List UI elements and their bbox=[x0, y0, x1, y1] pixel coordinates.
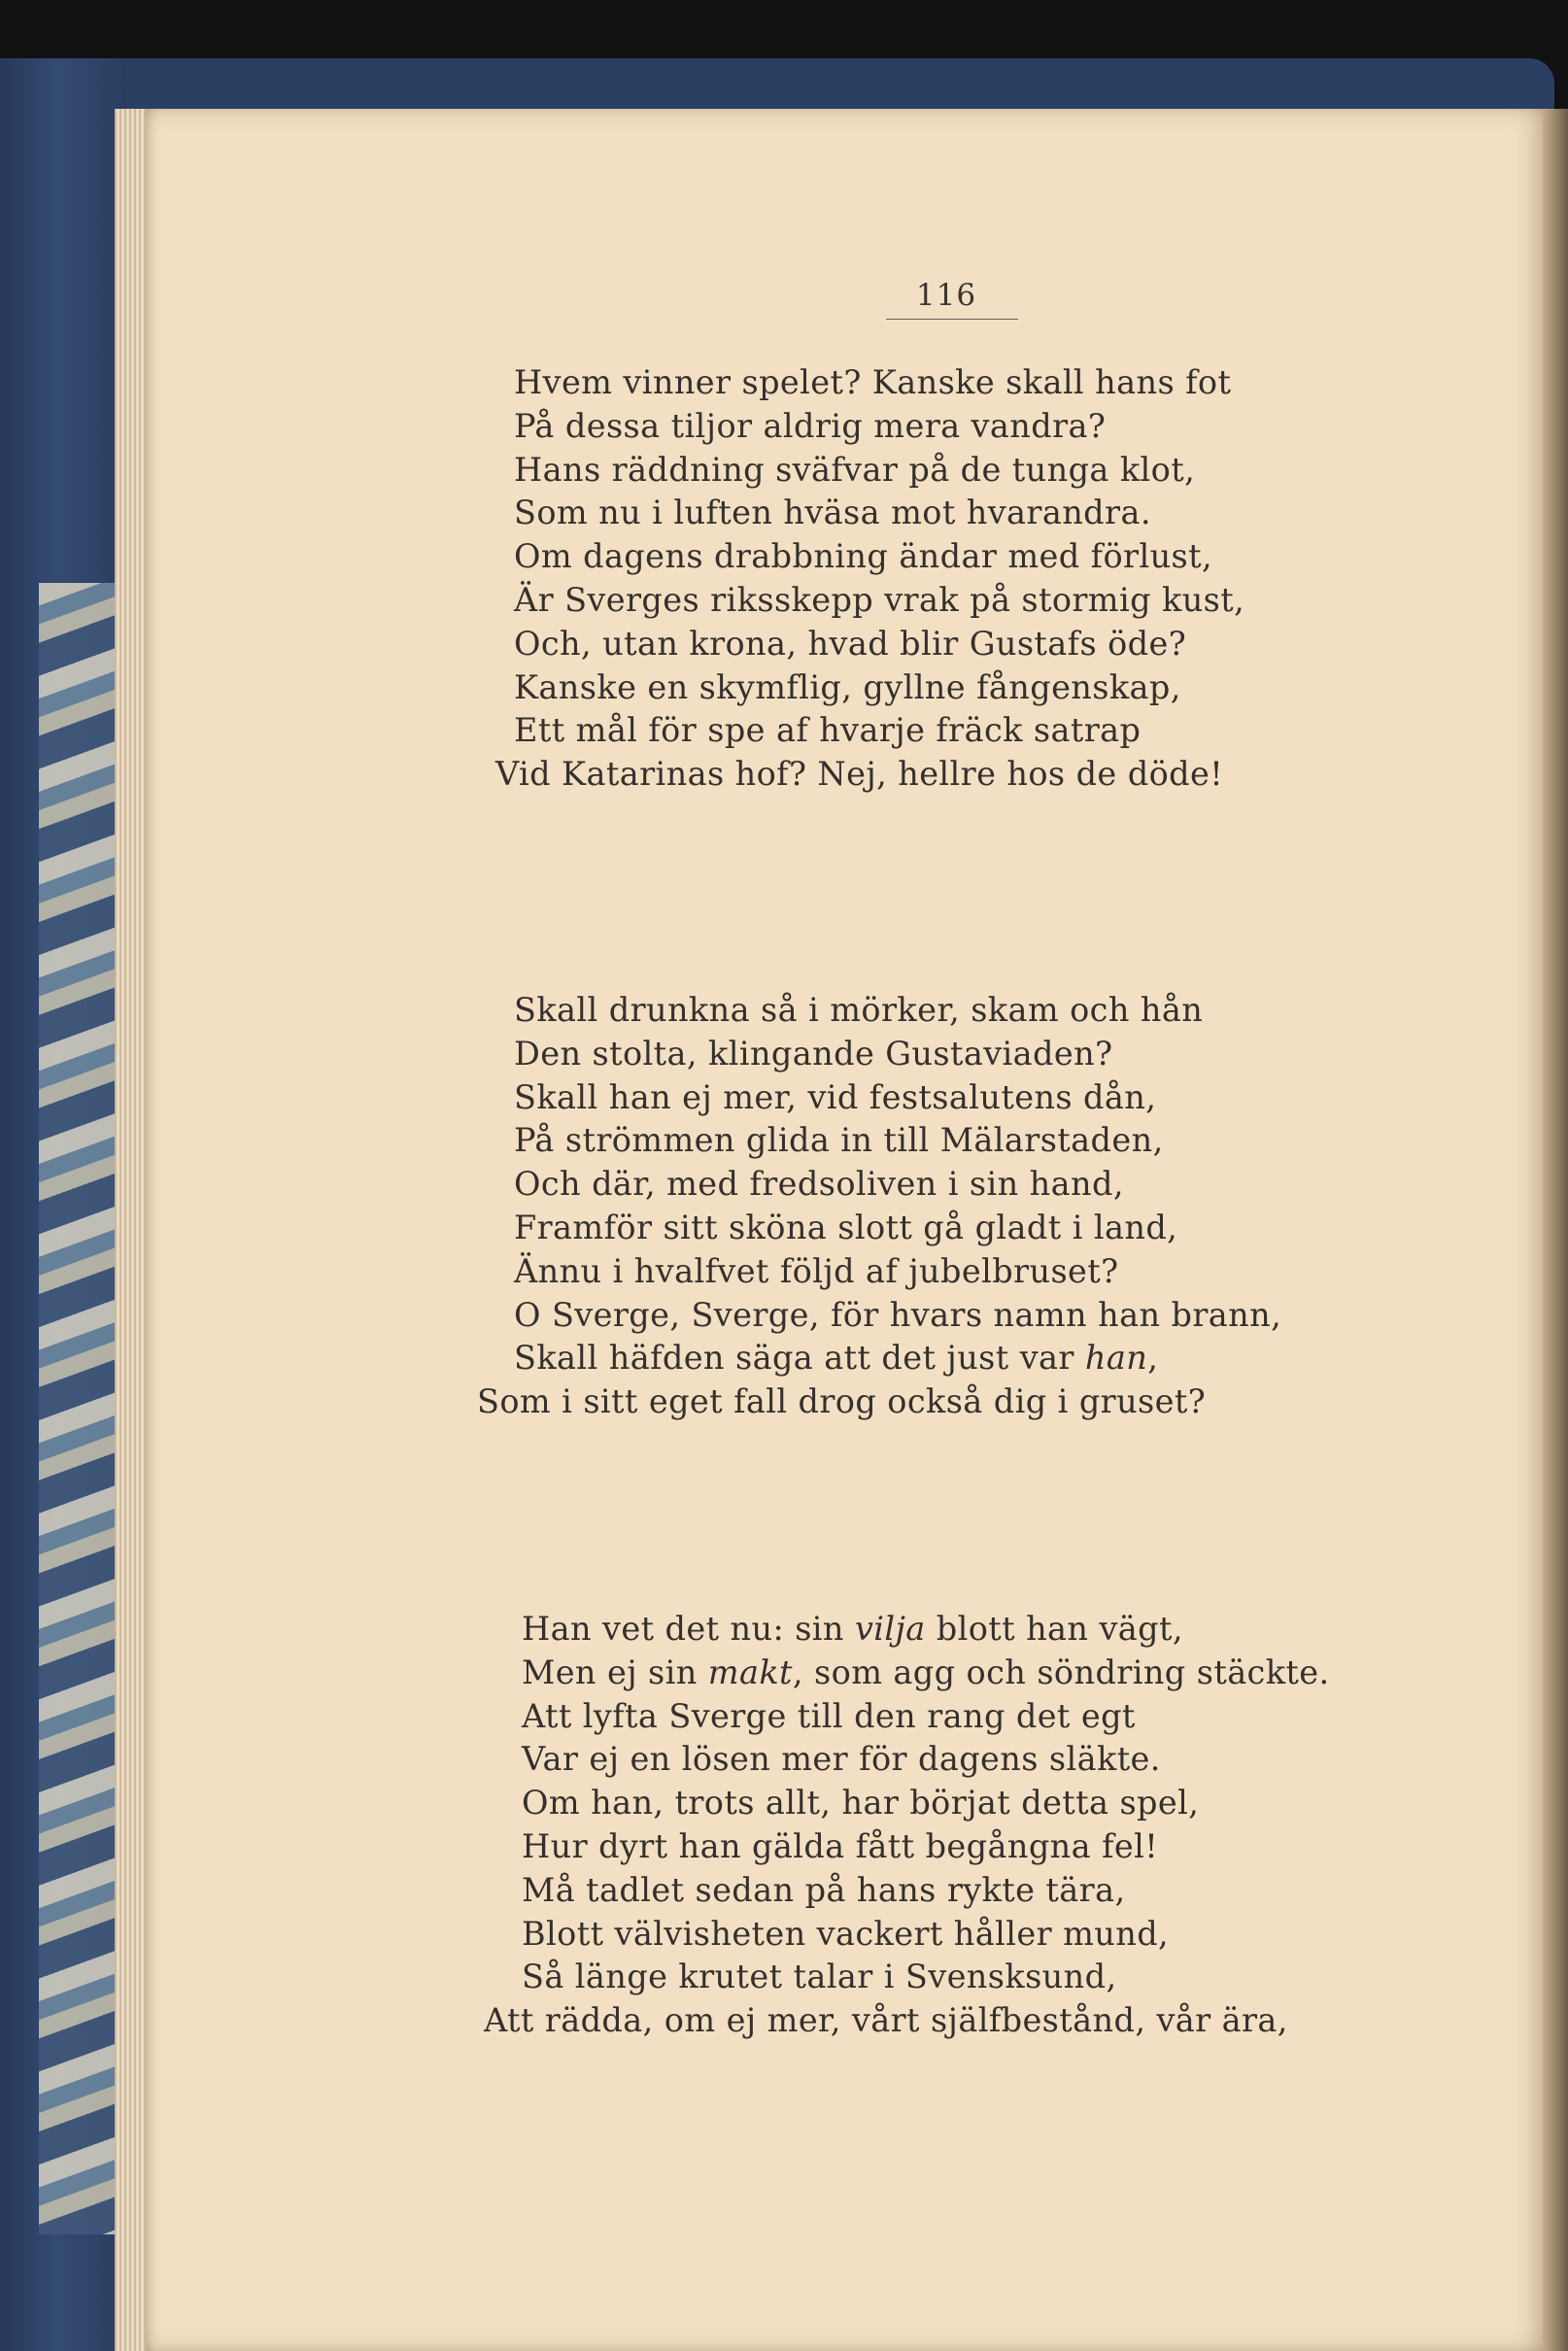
verse-line: Han vet det nu: sin vilja blott han vägt, bbox=[522, 1610, 1183, 1648]
verse-line: Men ej sin makt, som agg och söndring stäckte. bbox=[522, 1653, 1330, 1691]
verse-line: Ännu i hvalfvet följd af jubelbruset? bbox=[514, 1251, 1119, 1290]
page-gutter-shadow bbox=[1543, 109, 1568, 2351]
verse-line: Framför sitt sköna slott gå gladt i land, bbox=[514, 1209, 1178, 1246]
marbled-edge-pattern bbox=[39, 583, 117, 2234]
verse-line: O Sverge, Sverge, för hvars namn han brann, bbox=[514, 1295, 1282, 1334]
verse-line: På dessa tiljor aldrig mera vandra? bbox=[514, 406, 1107, 445]
verse-line: Var ej en lösen mer för dagens släkte. bbox=[522, 1740, 1161, 1779]
verse-line: Hvem vinner spelet? Kanske skall hans fot bbox=[514, 363, 1232, 401]
verse-line: Och där, med fredsoliven i sin hand, bbox=[514, 1165, 1124, 1204]
verse-line: Skall häfden säga att det just var han, bbox=[514, 1339, 1159, 1378]
page-number: 116 bbox=[915, 278, 977, 313]
verse-line: Att rädda, om ej mer, vårt själfbestånd, vår ära, bbox=[484, 2001, 1288, 2040]
verse-line: Och, utan krona, hvad blir Gustafs öde? bbox=[514, 624, 1187, 663]
verse-line: Den stolta, klingande Gustaviaden? bbox=[514, 1034, 1113, 1073]
verse-line: Är Sverges riksskepp vrak på stormig kust, bbox=[514, 581, 1245, 619]
verse-line: På strömmen glida in till Mälarstaden, bbox=[514, 1121, 1164, 1160]
verse-line: Vid Katarinas hof? Nej, hellre hos de döde! bbox=[495, 755, 1224, 794]
verse-line: Skall han ej mer, vid festsalutens dån, bbox=[514, 1077, 1157, 1116]
verse-line: Kanske en skymflig, gyllne fångenskap, bbox=[514, 667, 1181, 706]
verse-line: Att lyfta Sverge till den rang det egt bbox=[522, 1696, 1136, 1735]
page-number-rule bbox=[886, 319, 1018, 320]
verse-line: Så länge krutet talar i Svensksund, bbox=[522, 1958, 1117, 1996]
verse-line: Om han, trots allt, har börjat detta spel, bbox=[522, 1784, 1200, 1823]
verse-line: Skall drunkna så i mörker, skam och hån bbox=[514, 991, 1204, 1029]
verse-line: Må tadlet sedan på hans rykte tära, bbox=[522, 1870, 1126, 1909]
verse-line: Om dagens drabbning ändar med förlust, bbox=[514, 537, 1213, 576]
verse-line: Som i sitt eget fall drog också dig i gruset? bbox=[477, 1382, 1207, 1421]
verse-line: Hur dyrt han gälda fått begångna fel! bbox=[522, 1827, 1159, 1865]
verse-line: Hans räddning sväfvar på de tunga klot, bbox=[514, 450, 1196, 489]
verse-line: Blott välvisheten vackert håller mund, bbox=[522, 1914, 1170, 1953]
verse-line: Som nu i luften hväsa mot hvarandra. bbox=[514, 494, 1151, 532]
verse-line: Ett mål för spe af hvarje fräck satrap bbox=[514, 711, 1142, 750]
